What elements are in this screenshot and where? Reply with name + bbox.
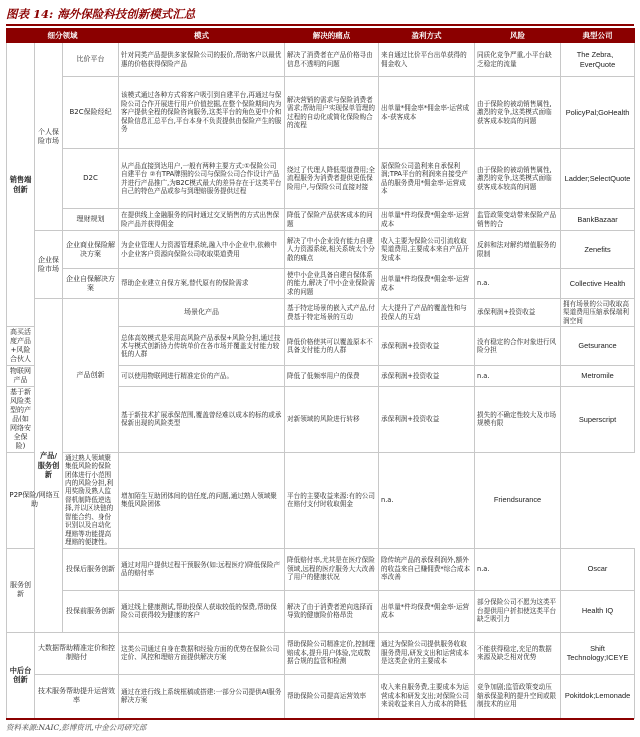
summary-table	[6, 28, 635, 719]
risk-cell: n.a.	[475, 548, 561, 590]
risk-cell: 拥有场景的公司收取高渠道费用压缩承保端利润空间	[561, 299, 635, 327]
company-cell: Zenefits	[561, 231, 635, 269]
subcategory-cell: 个人保险市场	[35, 43, 63, 231]
pain-cell: 使中小企业具备自建自保体系的能力,解决了中小企业保险需求的问题	[285, 269, 379, 299]
header-row	[7, 29, 635, 43]
company-cell: The Zebra、EverQuote	[561, 43, 635, 77]
model-cell: 为企业管理人力资源管理系统,融入中小企业中,依赖中小企业客户资源向保险公司收取渠道费用	[119, 231, 285, 269]
pain-cell: 解决了中小企业没有能力自建人力资源系统,相关系统太个分散的痛点	[285, 231, 379, 269]
company-cell: Health IQ	[561, 590, 635, 632]
table-row	[7, 231, 635, 269]
segment-cell: 理财规划	[63, 209, 119, 231]
model-cell: 可以使用物联网进行精准定价的产品。	[119, 366, 285, 387]
table-row	[7, 77, 635, 149]
subcategory-cell: 企业保险市场	[35, 231, 63, 299]
risk-cell: 反斜和法对解约增值服务的限制	[475, 231, 561, 269]
company-cell: Collective Health	[561, 269, 635, 299]
profit-cell: 承保利润+投资收益	[475, 299, 561, 327]
profit-cell: 平台的主要收益来源:有的公司在赔付支付时收取佣金	[285, 452, 379, 548]
model-cell: 针对同类产品提供多家保险公司的报价,帮助客户以最优惠的价格获得保险产品	[119, 43, 285, 77]
pain-cell: 解决营销的需求与保险消费者需求;帮助用户实现保单管理的过程的自动化或简化保险购合的流程	[285, 77, 379, 149]
profit-cell: 承保利润+投资收益	[379, 327, 475, 366]
model-cell: 总体高效模式是采用高风险产品承保+风险分担,通过技术与模式创新协力传统单价在各市场并覆盖支付能力较低的人群	[119, 327, 285, 366]
model-cell: 在提供线上金融服务的同时通过交叉销售的方式出售保险产品并获得佣金	[119, 209, 285, 231]
company-cell: Friendsurance	[475, 452, 561, 548]
model-cell: 基于新技术扩展承保范围,覆盖曾经难以成本的标的或承保新出现的风险类型	[119, 387, 285, 453]
header-model: 模式	[119, 29, 285, 43]
profit-cell: 收入来自服务费,主要成本为运营成本和研发支出;对保险公司来说收益来自人力成本的降低	[379, 674, 475, 718]
risk-cell: 竞争加剧;监管政策变动压缩承保盈利的提升空间或限制技术的应用	[475, 674, 561, 718]
company-cell: BankBazaar	[561, 209, 635, 231]
company-cell: Getsurance	[561, 327, 635, 366]
model-cell: 基于特定场景的嵌入式产品,付费基于特定场景的互动	[285, 299, 379, 327]
footer	[6, 718, 634, 733]
table-row	[7, 548, 635, 590]
profit-cell: 通过为保险公司提供服务收取服务费用,研发支出和运营成本是这类企业的主要成本	[379, 632, 475, 674]
risk-cell: 同质化竞争严重,小平台缺乏稳定的流量	[475, 43, 561, 77]
risk-cell: 损失的不确定性较大及市场规模有限	[475, 387, 561, 453]
pain-cell: 帮助保险公司精准定价,控制理赔成本,提升用户体验,完成数据合规的监管和检测	[285, 632, 379, 674]
profit-cell: 承保利润+投资收益	[379, 387, 475, 453]
header-profit: 盈利方式	[379, 29, 475, 43]
model-cell: 从产品直接到达用户,一般有两种主要方式:①保险公司自建平台 ②有TPA牌照的公司与保险公司合作设计产品并进行产品推广,为B2C模式最大的差异存在于这类平台自己的特色产品或参与到理赔服务提供过程	[119, 149, 285, 209]
pain-cell: 解决了由于消费者逆向选择而导致的健康险价格昂贵	[285, 590, 379, 632]
table-row	[7, 590, 635, 632]
table-row	[7, 674, 635, 718]
header-segment: 细分领域	[7, 29, 119, 43]
segment-cell: B2C保险经纪	[63, 77, 119, 149]
pain-cell: 降低了低频率用户的保费	[285, 366, 379, 387]
category-cell: 销售端创新	[7, 43, 35, 327]
segment-cell: 物联网产品	[7, 366, 35, 387]
company-cell: Shift Technology;ICEYE	[561, 632, 635, 674]
company-cell: Metromile	[561, 366, 635, 387]
segment-cell: 投保前服务创新	[63, 590, 119, 632]
table-row	[7, 299, 635, 327]
segment-cell: 企业商业保险解决方案	[63, 231, 119, 269]
segment-cell: 高买活度产品+风险合伙人	[7, 327, 35, 366]
model-cell: 通过线上健康测试,帮助投保人获取较低的保费,帮助保险公司获得较为健康的客户	[119, 590, 285, 632]
table-row	[7, 43, 635, 77]
chart-title: 图表 14: 海外保险科技创新模式汇总	[6, 7, 196, 21]
subcategory-cell: P2P保险/网络互助	[7, 452, 63, 548]
pain-cell: 帮助保险公司提高运营效率	[285, 674, 379, 718]
profit-cell: 除传统产品的承保利润外,额外的收益来自己赚佣费*综合成本率改善	[379, 548, 475, 590]
header-company: 典型公司	[561, 29, 635, 43]
pain-cell: 增加陌生互助团体间的信任度,的问题,通过熟人领域聚集低风险团体	[119, 452, 285, 548]
subcategory-cell: 大数据帮助精准定价和控制赔付	[35, 632, 119, 674]
company-cell: Pokitdok;Lemonade	[561, 674, 635, 718]
profit-cell: 出单量*佣金率*佣金率-运营成本-获客成本	[379, 77, 475, 149]
risk-cell: 由于保险的被动销售属性,激烈的竞争,这类模式面临获客成本较高的问题	[475, 77, 561, 149]
pain-cell: 解决了消费者在产品价格寻由信息不透明的问题	[285, 43, 379, 77]
model-cell: 帮助企业建立自保方案,替代原有的保险需求	[119, 269, 285, 299]
pain-cell: 降低价格使其可以覆盖原本不具备支付能力的人群	[285, 327, 379, 366]
segment-cell: 企业自保解决方案	[63, 269, 119, 299]
company-cell: Ladder;SelectQuote	[561, 149, 635, 209]
risk-cell: n.a.	[475, 269, 561, 299]
table-row	[7, 452, 635, 548]
model-cell: 这类公司通过自身在数据和经验方面的优势在保险公司定价、风控和理赔方面提供解决方案	[119, 632, 285, 674]
subcategory-cell: 产品创新	[63, 299, 119, 453]
profit-cell: 收入主要为保险公司引流收取渠道费用,主要成本来自产品开发成本	[379, 231, 475, 269]
risk-cell: 没有稳定的合作对象进行风险分担	[475, 327, 561, 366]
segment-cell: 比价平台	[63, 43, 119, 77]
profit-cell: 原保险公司盈利来自承保利润;TPA平台的利润来自接受产品的服务费用*佣金率-运营成本	[379, 149, 475, 209]
profit-cell: 出单量*件均保费*佣金率-运营成本	[379, 209, 475, 231]
table-row	[7, 209, 635, 231]
risk-cell: 不能获得稳定,充足的数据来源及缺乏相对优势	[475, 632, 561, 674]
model-cell: 通过在进行线上系统框稿或搭建:一部分公司提供AI服务解决方案	[119, 674, 285, 718]
risk-cell: 由于保险的被动销售属性,激烈的竞争,这类模式面临获客成本较高的问题	[475, 149, 561, 209]
segment-cell: D2C	[63, 149, 119, 209]
title-bar	[6, 4, 634, 26]
category-cell: 产品/服务创新	[35, 299, 63, 633]
profit-cell: 出单量*件均保费*佣金率-运营成本	[379, 269, 475, 299]
company-cell: Oscar	[561, 548, 635, 590]
segment-cell: 场景化产品	[119, 299, 285, 327]
pain-cell: 大大提升了产品的覆盖性和与投保人的互动	[379, 299, 475, 327]
source-note: 资料来源:NAIC,彭博资讯,中金公司研究部	[6, 723, 147, 732]
segment-cell: 投保后服务创新	[63, 548, 119, 590]
pain-cell: 对新领域的风险进行转移	[285, 387, 379, 453]
pain-cell: 绕过了代理人降低渠道费用;全流程服务为消费者提供更低保险用户,与保险公司直接对接	[285, 149, 379, 209]
subcategory-cell: 服务创新	[7, 548, 35, 632]
header-pain: 解决的痛点	[285, 29, 379, 43]
model-cell: 通过对用户提供过程干预服务(如:远程医疗)降低保险产品的赔付率	[119, 548, 285, 590]
profit-cell: 来自通过比价平台出单获得的佣金收入	[379, 43, 475, 77]
subcategory-cell: 技术服务帮助提升运营效率	[35, 674, 119, 718]
profit-cell: 出单量*件均保费*佣金率-运营成本	[379, 590, 475, 632]
risk-cell: 部分保险公司不愿为这类平台提供用户折扣使这类平台缺乏吸引力	[475, 590, 561, 632]
model-cell: 通过熟人领域聚集低风险的保险团体进行小范围内的风险分担,利用奖励及熟人监督机制降低逆选择,并以区块链的智能合约、身份识别以及自动化理赔等功能提高理赔的便捷性。	[63, 452, 119, 548]
company-cell: PolicyPal;GoHealth	[561, 77, 635, 149]
pain-cell: 降低赔付率,尤其是在医疗保险领域,远程的医疗服务大大改善了用户的健康状况	[285, 548, 379, 590]
risk-cell: 监管政策变动带来保险产品销售的合	[475, 209, 561, 231]
segment-cell: 基于新风险类型的产品(如网络安全保险)	[7, 387, 35, 453]
header-risk: 风险	[475, 29, 561, 43]
profit-cell: 承保利润+投资收益	[379, 366, 475, 387]
table-row	[7, 149, 635, 209]
risk-cell: n.a.	[379, 452, 475, 548]
company-cell: Superscript	[561, 387, 635, 453]
category-cell: 中后台创新	[7, 632, 35, 718]
pain-cell: 降低了保险产品获客成本的问题	[285, 209, 379, 231]
model-cell: 该模式通过各种方式将客户吸引到自建平台,再通过与保险公司合作开展进行用户价值挖掘,在整个保险期间内为客户提供全程的保险咨询服务,这类平台的角色更中介和保险信息汇总平台,平台本身不负责提供由保险产生的服务	[119, 77, 285, 149]
table-row	[7, 269, 635, 299]
table-row	[7, 632, 635, 674]
risk-cell: n.a.	[475, 366, 561, 387]
